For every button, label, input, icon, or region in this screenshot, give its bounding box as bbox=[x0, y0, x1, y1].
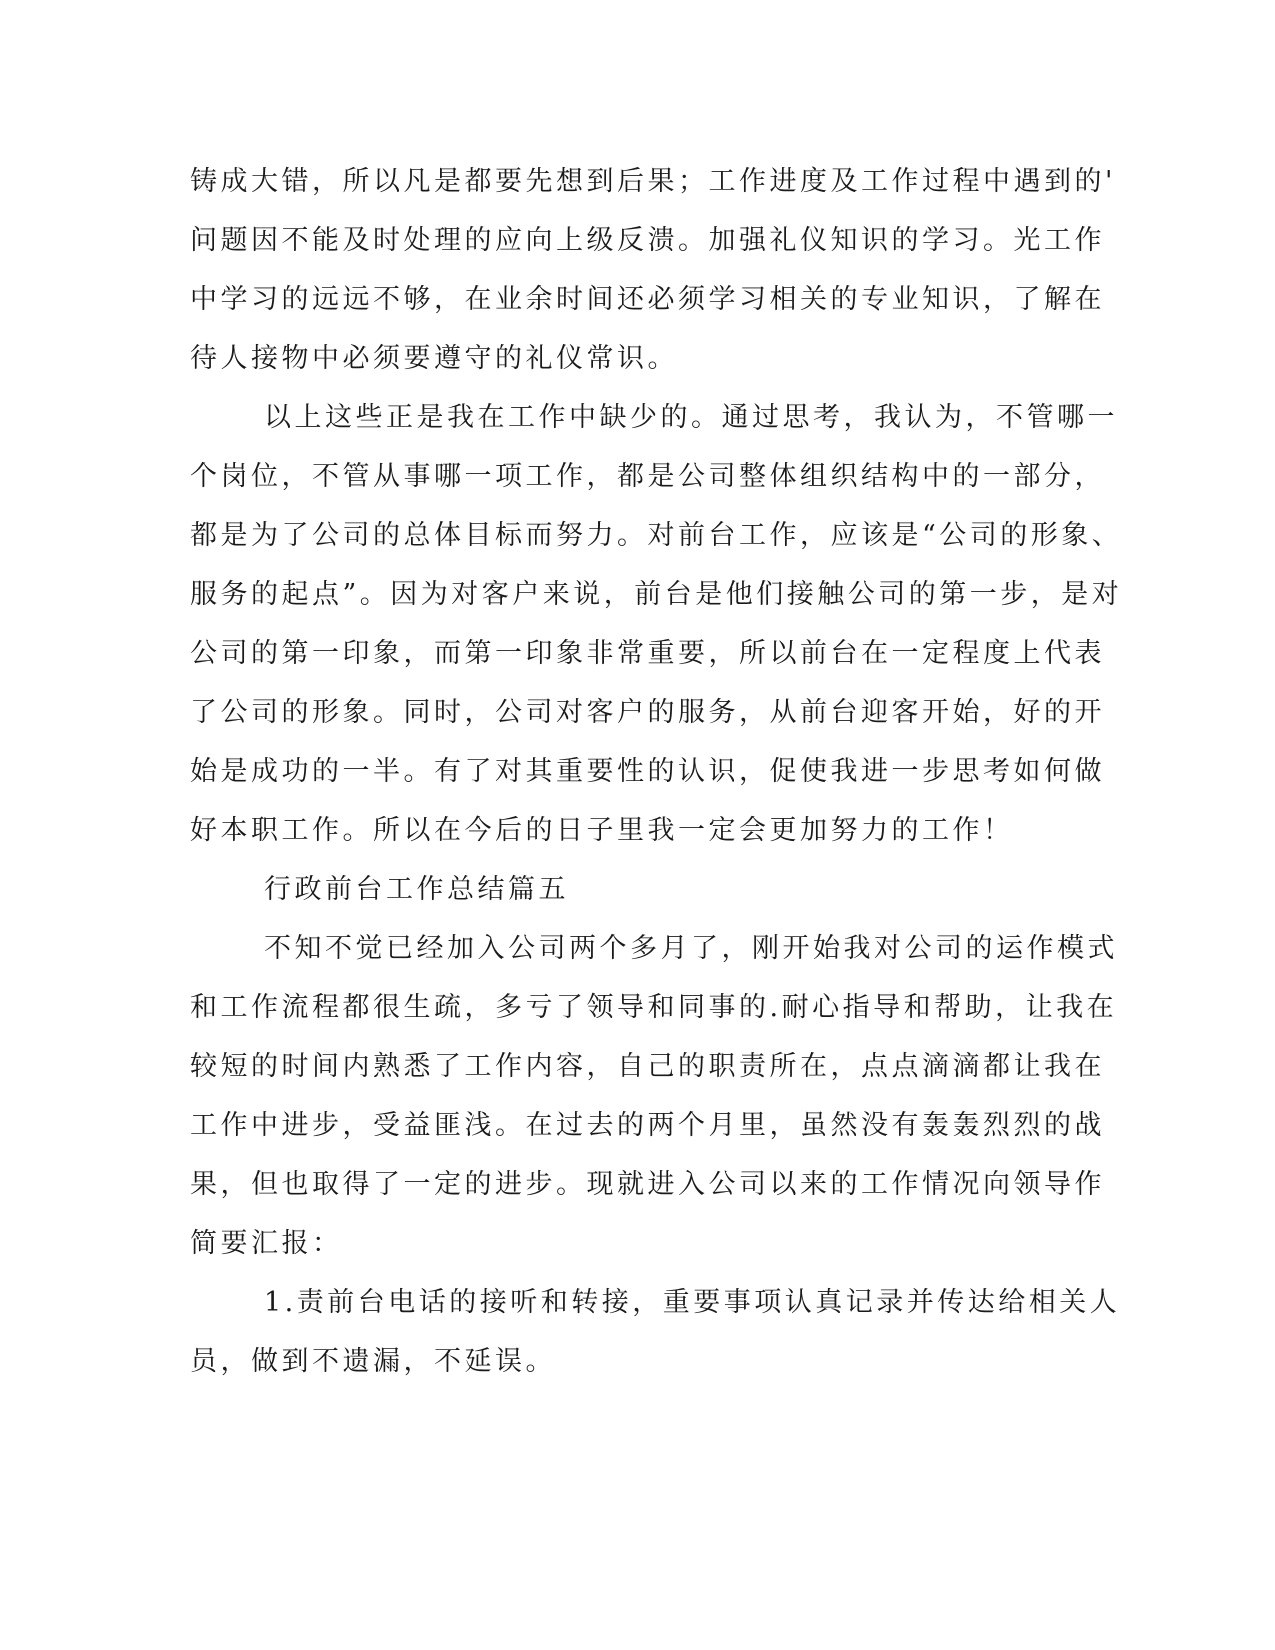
text-line: 和工作流程都很生疏，多亏了领导和同事的.耐心指导和帮助，让我在 bbox=[190, 992, 1118, 1023]
text-line: 了公司的形象。同时，公司对客户的服务，从前台迎客开始，好的开 bbox=[190, 697, 1105, 728]
text-line: 不知不觉已经加入公司两个多月了，刚开始我对公司的运作模式 bbox=[264, 933, 1118, 964]
text-line: 公司的第一印象，而第一印象非常重要，所以前台在一定程度上代表 bbox=[190, 638, 1105, 669]
text-line: 以上这些正是我在工作中缺少的。通过思考，我认为，不管哪一 bbox=[264, 402, 1118, 433]
text-line: 铸成大错，所以凡是都要先想到后果；工作进度及工作过程中遇到的' bbox=[190, 166, 1116, 197]
list-item-line: 1.责前台电话的接听和转接，重要事项认真记录并传达给相关人 bbox=[264, 1287, 1121, 1318]
text-line: 简要汇报： bbox=[190, 1228, 343, 1259]
text-line: 始是成功的一半。有了对其重要性的认识，促使我进一步思考如何做 bbox=[190, 756, 1105, 787]
text-line: 服务的起点”。因为对客户来说，前台是他们接触公司的第一步，是对 bbox=[190, 579, 1123, 610]
list-item-line: 员，做到不遗漏，不延误。 bbox=[190, 1346, 556, 1377]
text-line: 果，但也取得了一定的进步。现就进入公司以来的工作情况向领导作 bbox=[190, 1169, 1105, 1200]
text-line: 都是为了公司的总体目标而努力。对前台工作，应该是“公司的形象、 bbox=[190, 520, 1123, 551]
section-heading: 行政前台工作总结篇五 bbox=[264, 874, 569, 905]
text-line: 待人接物中必须要遵守的礼仪常识。 bbox=[190, 343, 678, 374]
text-line: 问题因不能及时处理的应向上级反溃。加强礼仪知识的学习。光工作 bbox=[190, 225, 1105, 256]
text-line: 较短的时间内熟悉了工作内容，自己的职责所在，点点滴滴都让我在 bbox=[190, 1051, 1105, 1082]
text-line: 好本职工作。所以在今后的日子里我一定会更加努力的工作！ bbox=[190, 815, 1014, 846]
text-line: 中学习的远远不够，在业余时间还必须学习相关的专业知识，了解在 bbox=[190, 284, 1105, 315]
text-line: 工作中进步，受益匪浅。在过去的两个月里，虽然没有轰轰烈烈的战 bbox=[190, 1110, 1105, 1141]
text-line: 个岗位，不管从事哪一项工作，都是公司整体组织结构中的一部分， bbox=[190, 461, 1105, 492]
